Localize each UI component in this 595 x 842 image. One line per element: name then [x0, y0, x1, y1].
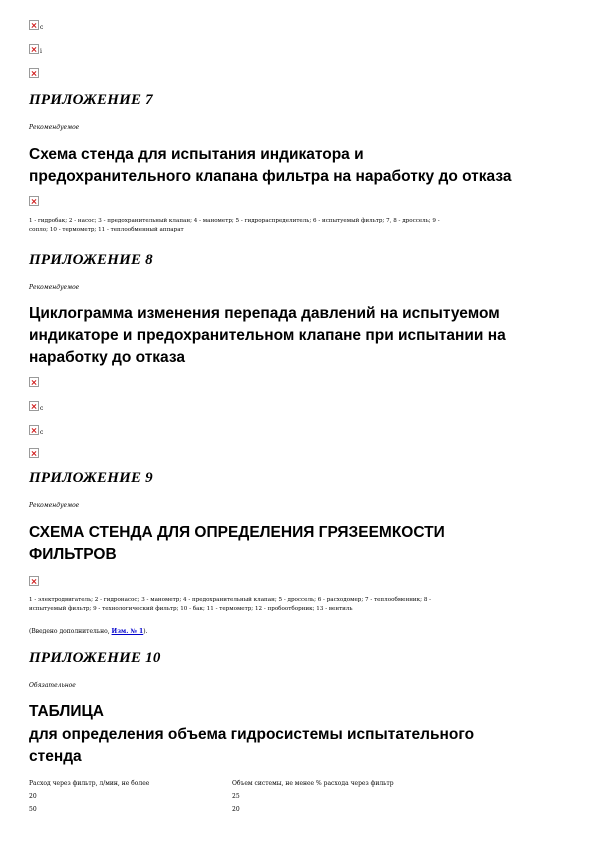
broken-image-icon: [29, 68, 39, 78]
image-placeholder: [29, 44, 42, 58]
image-alt-text: c: [40, 429, 44, 436]
cyclogram-image: [29, 377, 40, 391]
broken-image-icon: [29, 377, 39, 387]
table-cell: 20: [232, 806, 240, 813]
cyclogram-image: [29, 448, 40, 462]
appendix-8-status: Рекомендуемое: [29, 284, 80, 291]
caption-line: испытуемый фильтр; 9 - технологический фильтр; 10 - бак; 11 - термометр; 12 - пробоотборник; 13 - вентиль: [29, 605, 353, 612]
cyclogram-image: [29, 401, 43, 415]
image-alt-text: c: [40, 24, 44, 31]
broken-image-icon: [29, 576, 39, 586]
note-text-before: (Введено дополнительно,: [29, 628, 112, 635]
table-cell: 20: [29, 793, 37, 800]
appendix-8-heading-line3: наработку до отказа: [29, 349, 185, 366]
appendix-8-title: ПРИЛОЖЕНИЕ 8: [29, 252, 153, 268]
table-cell: 25: [232, 793, 240, 800]
appendix-7-status: Рекомендуемое: [29, 124, 80, 131]
appendix-7-title: ПРИЛОЖЕНИЕ 7: [29, 92, 153, 108]
appendix-8-heading-line1: Циклограмма изменения перепада давлений на испытуемом: [29, 305, 500, 322]
caption-line: 1 - гидробак; 2 - насос; 3 - предохранительный клапан; 4 - манометр; 5 - гидрораспределитель; 6 - испытуемый фильтр; 7, 8 - дроссель; 9 -: [29, 218, 440, 224]
broken-image-icon: [29, 44, 39, 54]
broken-image-icon: [29, 401, 39, 411]
broken-image-icon: [29, 425, 39, 435]
appendix-10-title: ПРИЛОЖЕНИЕ 10: [29, 650, 161, 666]
table-header-cell: Объем системы, не менее % расхода через фильтр: [232, 780, 394, 787]
scheme-9-image: [29, 576, 39, 590]
image-alt-text: c: [40, 405, 44, 412]
appendix-10-heading-line2: для определения объема гидросистемы испытательного: [29, 726, 475, 743]
caption-line: сопло; 10 - термометр; 11 - теплообменный аппарат: [29, 226, 184, 233]
broken-image-icon: [29, 20, 39, 30]
appendix-10-heading-line3: стенда: [29, 748, 82, 765]
appendix-10-heading-line1: ТАБЛИЦА: [29, 703, 104, 720]
image-alt-text: i: [40, 48, 42, 55]
appendix-9-heading-line2: ФИЛЬТРОВ: [29, 546, 117, 563]
broken-image-icon: [29, 448, 39, 458]
appendix-10-status: Обязательное: [29, 682, 76, 689]
broken-image-icon: [29, 196, 39, 206]
appendix-7-caption: [29, 217, 569, 234]
appendix-9-heading-line1: СХЕМА СТЕНДА ДЛЯ ОПРЕДЕЛЕНИЯ ГРЯЗЕЕМКОСТИ: [29, 524, 445, 541]
scheme-7-image: [29, 196, 39, 210]
image-placeholder: [29, 20, 43, 34]
appendix-7-heading-line2: предохранительного клапана фильтра на наработку до отказа: [29, 168, 512, 185]
appendix-8-heading-line2: индикаторе и предохранительном клапане при испытании на: [29, 327, 506, 344]
table-cell: 50: [29, 806, 37, 813]
appendix-9-status: Рекомендуемое: [29, 502, 80, 509]
note-text-after: ).: [143, 628, 148, 635]
caption-line: 1 - электродвигатель; 2 - гидронасос; 3 - манометр; 4 - предохранительный клапан; 5 - дроссель; 6 - расходомер; 7 - теплообменник; 8 -: [29, 597, 432, 603]
appendix-9-caption: [29, 596, 569, 613]
cyclogram-image: [29, 425, 43, 439]
appendix-7-heading-line1: Схема стенда для испытания индикатора и: [29, 146, 364, 163]
table-header-cell: Расход через фильтр, л/мин, не более: [29, 780, 150, 787]
amendment-note: [29, 628, 147, 635]
image-placeholder: [29, 68, 40, 82]
amendment-link[interactable]: Изм. № 1: [111, 628, 144, 635]
appendix-9-title: ПРИЛОЖЕНИЕ 9: [29, 470, 153, 486]
